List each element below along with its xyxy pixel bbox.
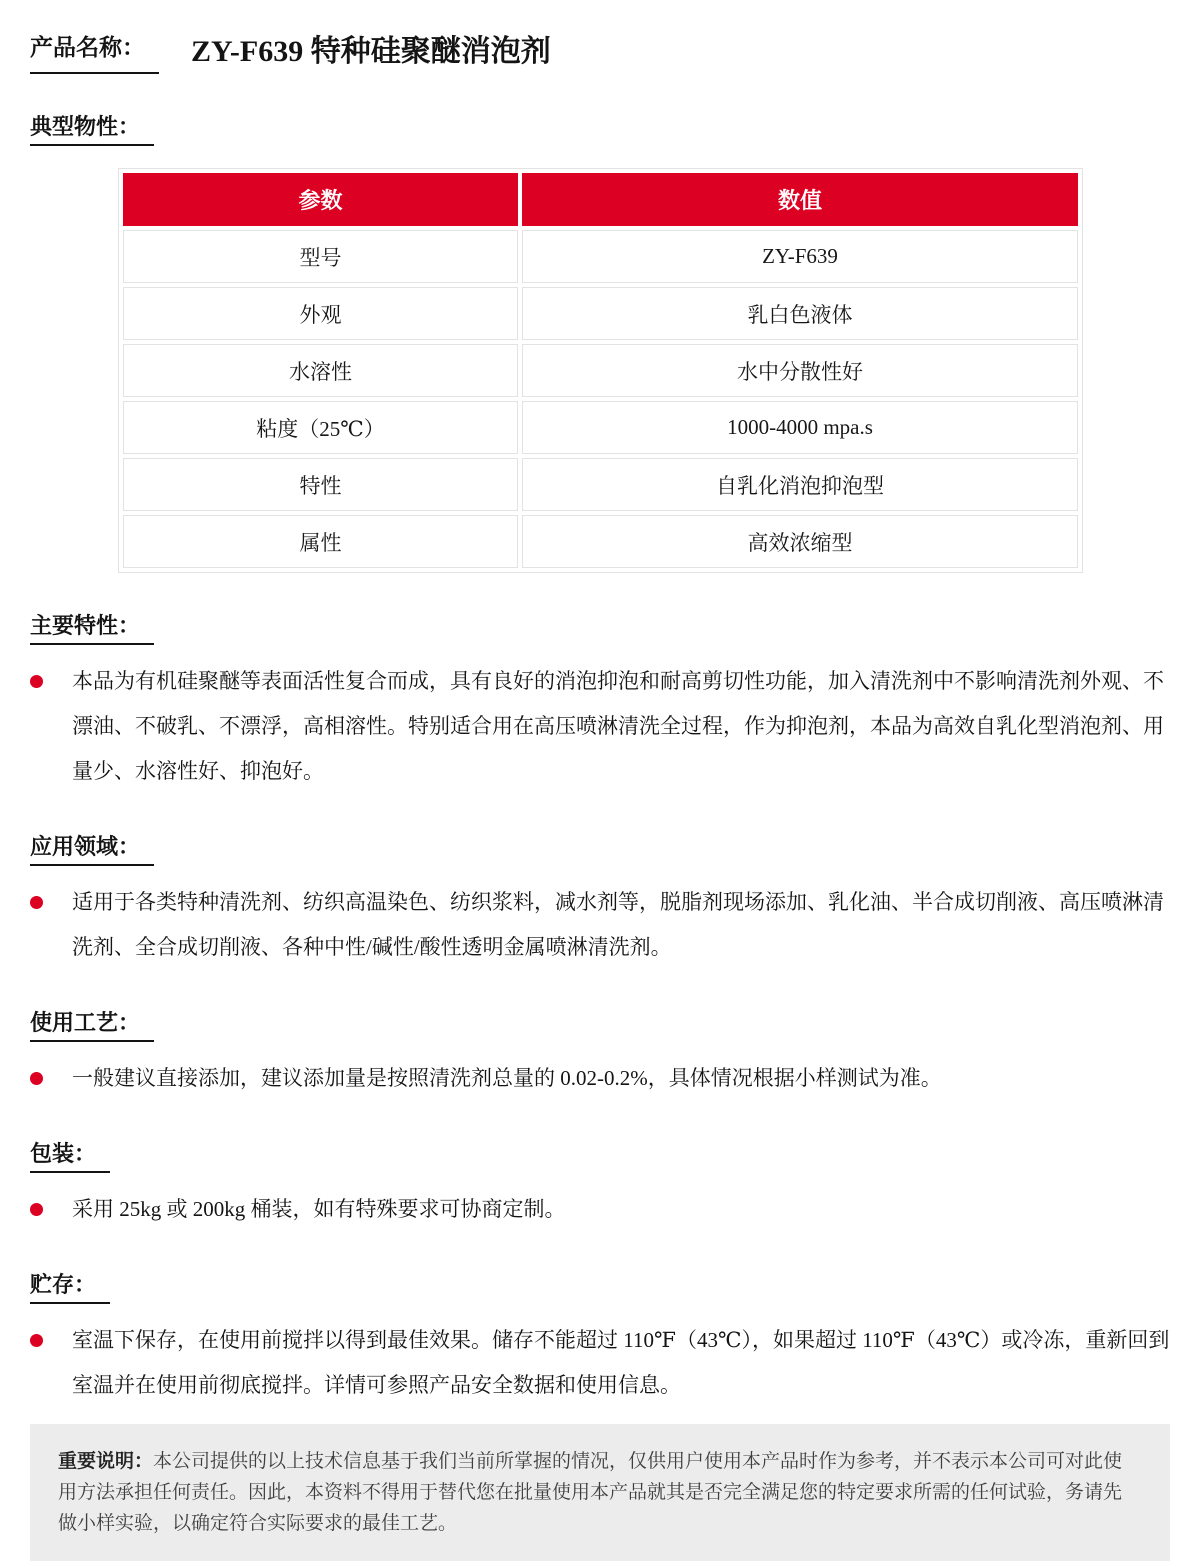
section-properties xyxy=(30,112,1170,573)
section-storage xyxy=(30,1270,1170,1408)
param-cell: 外观 xyxy=(123,287,518,340)
section-heading-packaging: 包装： xyxy=(30,1139,110,1173)
section-packaging xyxy=(30,1139,1170,1232)
section-heading-applications: 应用领域： xyxy=(30,832,154,866)
table-header-param: 参数 xyxy=(123,173,518,226)
param-cell: 水溶性 xyxy=(123,344,518,397)
important-notice-box xyxy=(30,1424,1170,1561)
product-title-row xyxy=(30,26,1170,74)
storage-text: 室温下保存，在使用前搅拌以得到最佳效果。储存不能超过 110℉（43℃），如果超过 110℉（43℃）或冷冻，重新回到室温并在使用前彻底搅拌。详情可参照产品安全数据和使用信息。 xyxy=(72,1328,1170,1397)
section-heading-properties: 典型物性： xyxy=(30,112,154,146)
table-header-value: 数值 xyxy=(522,173,1078,226)
value-cell: ZY-F639 xyxy=(522,230,1078,283)
value-cell: 自乳化消泡抑泡型 xyxy=(522,458,1078,511)
list-item xyxy=(30,1187,1170,1232)
value-cell: 水中分散性好 xyxy=(522,344,1078,397)
notice-label: 重要说明： xyxy=(58,1451,154,1472)
table-row xyxy=(123,287,1078,340)
bullet-icon xyxy=(30,1334,43,1347)
value-cell: 乳白色液体 xyxy=(522,287,1078,340)
list-item xyxy=(30,659,1170,794)
bullet-icon xyxy=(30,675,43,688)
param-cell: 型号 xyxy=(123,230,518,283)
section-heading-usage: 使用工艺： xyxy=(30,1008,154,1042)
product-name-label: 产品名称： xyxy=(30,26,159,74)
product-title: ZY-F639 特种硅聚醚消泡剂 xyxy=(191,35,551,68)
list-item xyxy=(30,880,1170,970)
packaging-text: 采用 25kg 或 200kg 桶装，如有特殊要求可协商定制。 xyxy=(72,1197,566,1221)
value-cell: 1000-4000 mpa.s xyxy=(522,401,1078,454)
param-cell: 属性 xyxy=(123,515,518,568)
bullet-icon xyxy=(30,1072,43,1085)
table-row xyxy=(123,344,1078,397)
table-header-row xyxy=(123,173,1078,226)
table-row xyxy=(123,401,1078,454)
list-item xyxy=(30,1318,1170,1408)
bullet-icon xyxy=(30,1203,43,1216)
section-heading-features: 主要特性： xyxy=(30,611,154,645)
section-heading-storage: 贮存： xyxy=(30,1270,110,1304)
properties-table xyxy=(118,168,1083,573)
table-row xyxy=(123,515,1078,568)
usage-text: 一般建议直接添加，建议添加量是按照清洗剂总量的 0.02-0.2%，具体情况根据小样测试为准。 xyxy=(72,1066,942,1090)
value-cell: 高效浓缩型 xyxy=(522,515,1078,568)
list-item xyxy=(30,1056,1170,1101)
section-usage xyxy=(30,1008,1170,1101)
table-row xyxy=(123,458,1078,511)
section-features xyxy=(30,611,1170,794)
param-cell: 粘度（25℃） xyxy=(123,401,518,454)
notice-text: 本公司提供的以上技术信息基于我们当前所掌握的情况，仅供用户使用本产品时作为参考，并不表示本公司可对此使用方法承担任何责任。因此，本资料不得用于替代您在批量使用本产品就其是否完全满足您的特定要求所需的任何试验，务请先做小样实验，以确定符合实际要求的最佳工艺。 xyxy=(58,1451,1123,1534)
bullet-icon xyxy=(30,896,43,909)
features-text: 本品为有机硅聚醚等表面活性复合而成，具有良好的消泡抑泡和耐高剪切性功能，加入清洗剂中不影响清洗剂外观、不漂油、不破乳、不漂浮，高相溶性。特别适合用在高压喷淋清洗全过程，作为抑泡剂，本品为高效自乳化型消泡剂、用量少、水溶性好、抑泡好。 xyxy=(72,669,1164,783)
table-row xyxy=(123,230,1078,283)
section-applications xyxy=(30,832,1170,970)
param-cell: 特性 xyxy=(123,458,518,511)
applications-text: 适用于各类特种清洗剂、纺织高温染色、纺织浆料，减水剂等，脱脂剂现场添加、乳化油、半合成切削液、高压喷淋清洗剂、全合成切削液、各种中性/碱性/酸性透明金属喷淋清洗剂。 xyxy=(72,890,1164,959)
